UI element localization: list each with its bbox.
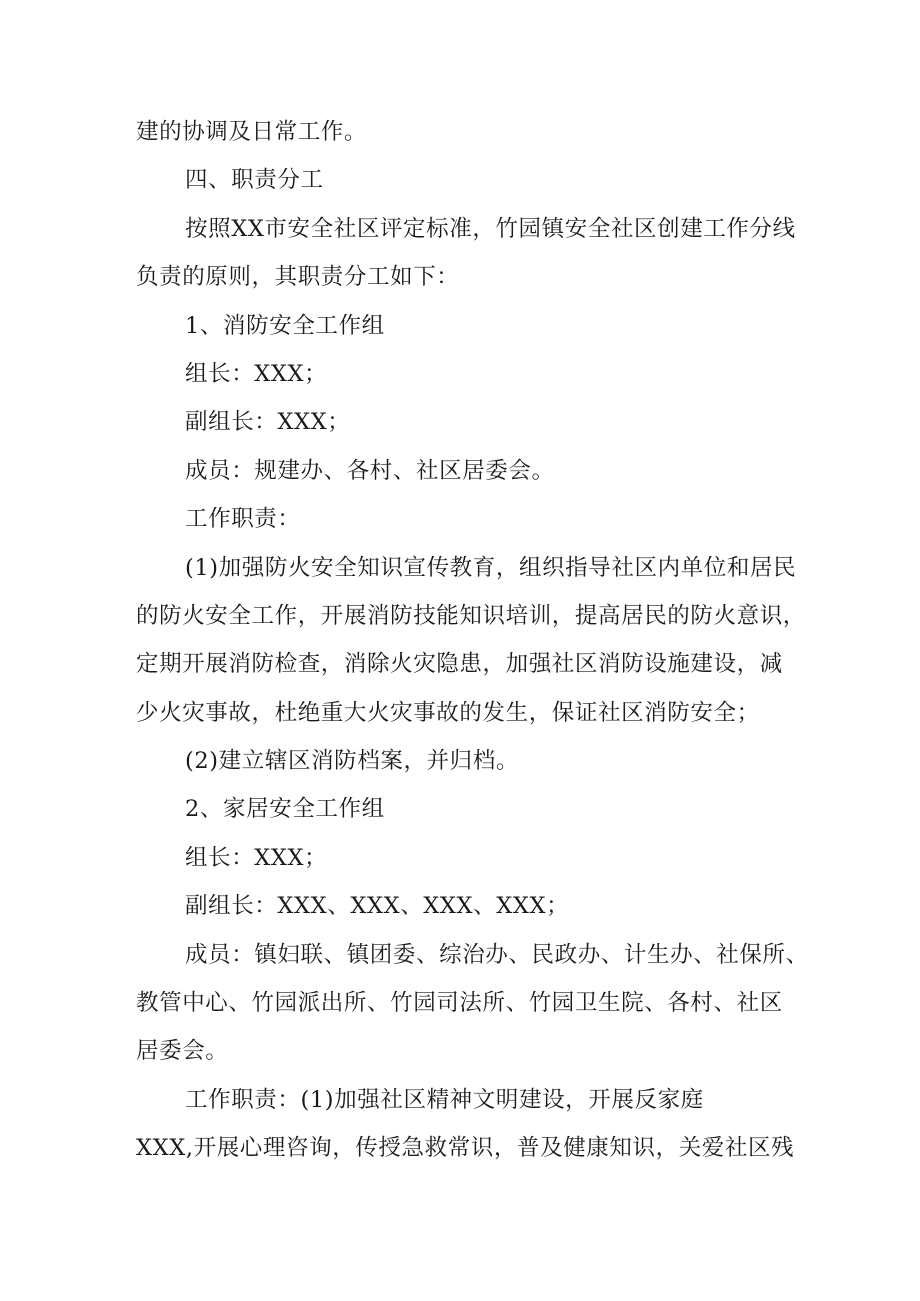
text-line: 副组长：XXX、XXX、XXX、XXX； bbox=[185, 893, 570, 920]
text-line: 的防火安全工作，开展消防技能知识培训，提高居民的防火意识， bbox=[136, 602, 806, 629]
subsection-heading: 1、消防安全工作组 bbox=[185, 312, 385, 339]
text-line: 居委会。 bbox=[136, 1038, 229, 1065]
text-line: (1)加强防火安全知识宣传教育，组织指导社区内单位和居民 bbox=[185, 554, 797, 581]
text-line: 工作职责： bbox=[185, 506, 301, 533]
text-line: 少火灾事故，杜绝重大火灾事故的发生，保证社区消防安全； bbox=[136, 699, 760, 726]
text-line: 教管中心、竹园派出所、竹园司法所、竹园卫生院、各村、社区 bbox=[136, 990, 783, 1017]
text-line: 成员：镇妇联、镇团委、综治办、民政办、计生办、社保所、 bbox=[185, 941, 809, 968]
text-line: XXX,开展心理咨询，传授急救常识，普及健康知识，关爱社区残 bbox=[136, 1135, 795, 1162]
text-line: 按照XX市安全社区评定标准，竹园镇安全社区创建工作分线 bbox=[185, 215, 796, 242]
document-body bbox=[136, 108, 811, 1173]
section-heading: 四、职责分工 bbox=[185, 167, 324, 194]
text-line: (2)建立辖区消防档案，并归档。 bbox=[185, 748, 519, 775]
text-line: 工作职责：(1)加强社区精神文明建设，开展反家庭 bbox=[185, 1086, 704, 1113]
subsection-heading: 2、家居安全工作组 bbox=[185, 796, 385, 823]
text-line: 副组长：XXX； bbox=[185, 409, 351, 436]
text-line: 负责的原则，其职责分工如下： bbox=[136, 264, 460, 291]
text-line: 组长：XXX； bbox=[185, 360, 328, 387]
text-line: 成员：规建办、各村、社区居委会。 bbox=[185, 457, 555, 484]
text-line: 组长：XXX； bbox=[185, 844, 328, 871]
text-line: 建的协调及日常工作。 bbox=[136, 119, 368, 145]
text-line: 定期开展消防检查，消除火灾隐患，加强社区消防设施建设，减 bbox=[136, 651, 783, 678]
